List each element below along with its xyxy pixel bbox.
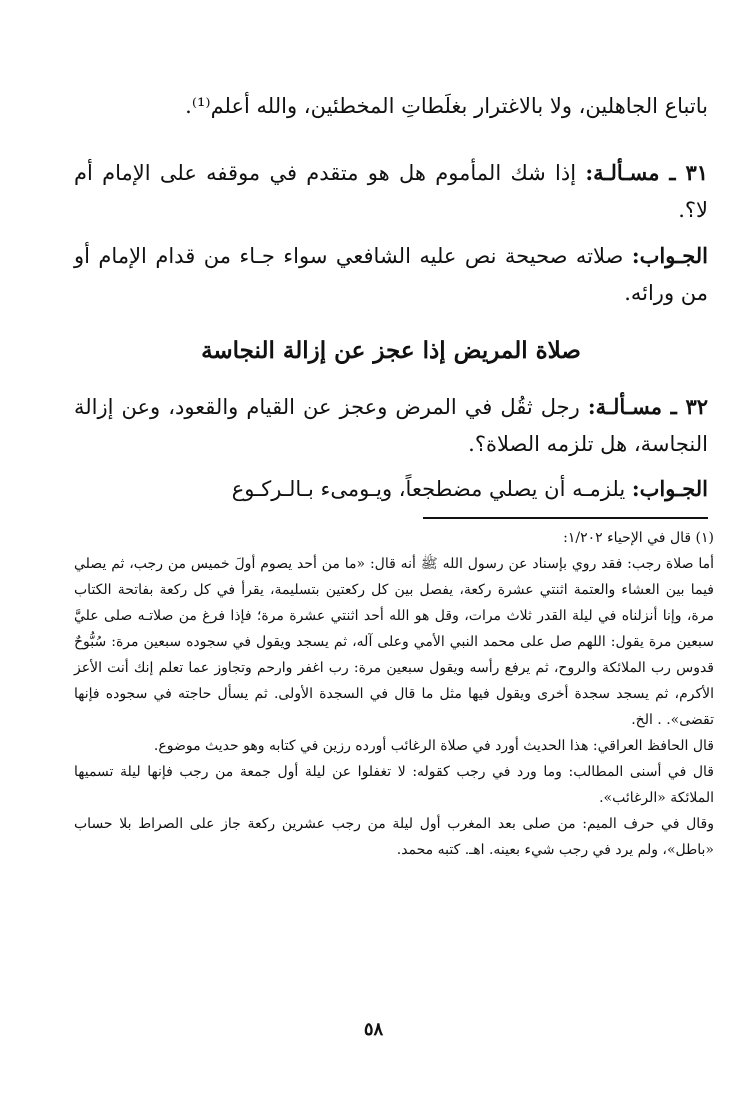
footnote-paragraph-3: قال في أسنى المطالب: وما ورد في رجب كقوله: لا تغفلوا عن ليلة أول جمعة من رجب فإنها ليلة تسميها الملائكة «الرغائب». <box>74 764 714 806</box>
footnote-paragraph-1: أما صلاة رجب: فقد روي بإسناد عن رسول الله ﷺ أنه قال: «ما من أحد يصوم أولَ خميس من رجب، ثم يصلي فيما بين العشاء والعتمة اثنتي عشرة ركعة، يفصل بين كل ركعتين بتسليمة، يقرأ في كل ركعة بفاتحة الكتاب مرة، وإنا أنزلناه في ليلة القدر ثلاث مرات، وقل هو الله أحد اثنتي عشرة مرة؛ فإذا فرغ من صلاتـه صلى عليَّ سبعين مرة يقول: اللهم صل على محمد النبي الأمي وعلى آله، ثم يسجد ويقول في سجوده سبعين مرة: سُبُّوحٌ قدوس رب الملائكة والروح، ثم يرفع رأسه ويقول سبعين مرة: رب اغفر وارحم وتجاوز عما تعلم إنك أنت الأعز الأكرم، ثم يسجد سجدة أخرى ويقول فيها مثل ما قال في السجدة الأولى. ثم يسأل حاجته في سجوده فإنها تقضى». . الخ. <box>74 556 714 728</box>
footnote-divider <box>423 517 708 519</box>
question-31-text: إذا شك المأموم هل هو متقدم في موقفه على الإمام أم لا؟. <box>74 161 708 222</box>
answer-32-text: يلزمـه أن يصلي مضطجعاً، ويـومىء بـالـركـوع <box>231 477 632 501</box>
footnote-paragraph-2: قال الحافظ العراقي: هذا الحديث أورد في صلاة الرغائب أورده رزين في كتابه وهو حديث موضوع. <box>153 738 714 754</box>
question-32-label: ٣٢ ـ مسـألـة: <box>587 394 709 419</box>
section-heading: صلاة المريض إذا عجز عن إزالة النجاسة <box>201 337 581 364</box>
answer-31 <box>74 237 708 312</box>
footnote-paragraph-4: وقال في حرف الميم: من صلى بعد المغرب أول ليلة من رجب عشرين ركعة جاز على الصراط بلا حساب «باطل»، ولم يرد في رجب شيء بعينه. اهـ. كتبه محمد. <box>74 816 714 858</box>
footnote-body <box>74 551 714 863</box>
answer-32-label: الجـواب: <box>631 476 708 501</box>
question-31 <box>74 154 708 229</box>
question-32-text: رجل ثقُل في المرض وعجز عن القيام والقعود، وعن إزالة النجاسة، هل تلزمه الصلاة؟. <box>74 395 708 456</box>
answer-31-label: الجـواب: <box>631 243 708 268</box>
page-number: ٥٨ <box>363 1019 384 1040</box>
answer-31-text: صلاته صحيحة نص عليه الشافعي سواء جـاء من قدام الإمام أو من ورائه. <box>74 244 708 305</box>
footnotes-section <box>74 525 714 863</box>
answer-32 <box>74 470 708 508</box>
footnote-reference: (١) قال في الإحياء ١/٢٠٢: <box>563 530 714 546</box>
paragraph-continuation: باتباع الجاهلين، ولا بالاغترار بغلَطاتِ المخطئين، والله أعلم⁽¹⁾. <box>185 94 708 118</box>
question-31-label: ٣١ ـ مسـألـة: <box>585 160 709 185</box>
question-32 <box>74 388 708 463</box>
